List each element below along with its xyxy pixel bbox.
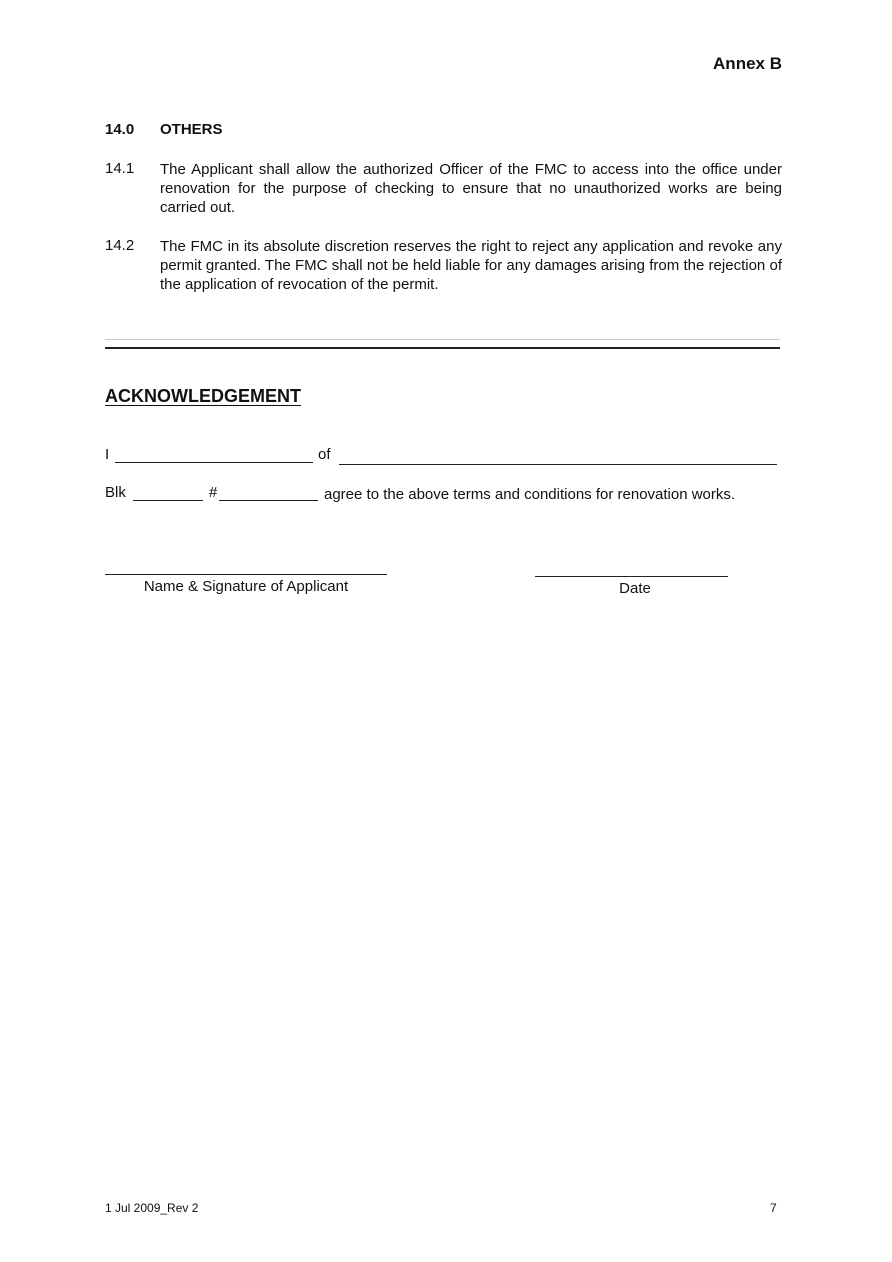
agreement-text: agree to the above terms and conditions for renovation works. bbox=[324, 486, 736, 503]
section-number: 14.0 bbox=[105, 121, 135, 138]
clause-number: 14.1 bbox=[105, 160, 135, 177]
clause-text: The Applicant shall allow the authorized Officer of the FMC to access into the office under renovation for the purpose of checking to ensure that no unauthorized works are being carried out. bbox=[160, 161, 782, 216]
page-number: 7 bbox=[770, 1201, 777, 1215]
divider-thin bbox=[105, 339, 780, 340]
acknowledgement-heading: ACKNOWLEDGEMENT bbox=[105, 386, 301, 406]
name-prefix-label: I bbox=[105, 446, 110, 463]
clause-text: The FMC in its absolute discretion reserves the right to reject any application and revoke any permit granted. The FMC shall not be held liable for any damages arising from the rejection of the application of revocation of the permit. bbox=[160, 238, 782, 293]
applicant-name-field[interactable] bbox=[115, 462, 313, 463]
clause-number: 14.2 bbox=[105, 237, 135, 254]
section-title: OTHERS bbox=[160, 121, 223, 138]
revision-footer: 1 Jul 2009_Rev 2 bbox=[105, 1201, 199, 1215]
signature-line[interactable] bbox=[105, 574, 387, 575]
of-label: of bbox=[318, 446, 331, 463]
blk-label: Blk bbox=[105, 484, 126, 501]
annex-label: Annex B bbox=[713, 54, 782, 73]
date-label: Date bbox=[619, 580, 651, 597]
date-line[interactable] bbox=[535, 576, 728, 577]
unit-hash-label: # bbox=[209, 484, 218, 501]
signature-label: Name & Signature of Applicant bbox=[143, 578, 349, 595]
unit-number-field[interactable] bbox=[219, 500, 318, 501]
company-field[interactable] bbox=[339, 464, 777, 465]
divider-thick bbox=[105, 347, 780, 349]
blk-field[interactable] bbox=[133, 500, 203, 501]
